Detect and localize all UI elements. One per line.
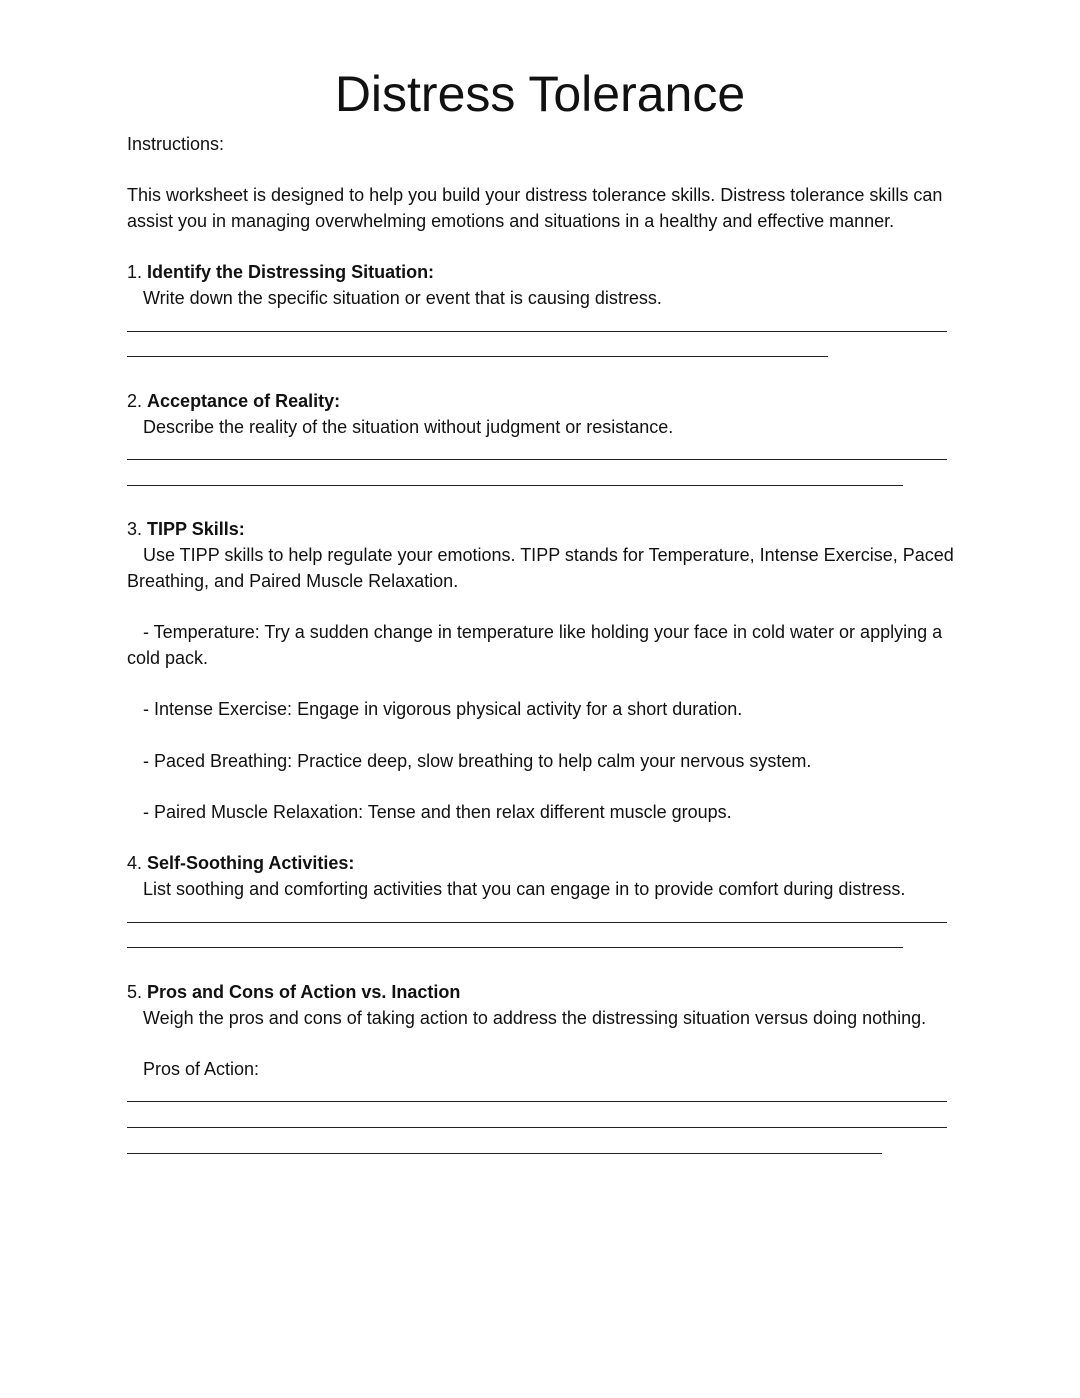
tipp-item-paired-muscle-relaxation: - Paired Muscle Relaxation: Tense and then relax different muscle groups. [143,802,732,823]
page-title: Distress Tolerance [334,66,746,122]
section-number: 4. [127,853,143,874]
answer-line[interactable] [127,1077,947,1103]
answer-line[interactable] [127,897,947,923]
section-number: 2. [127,390,143,411]
worksheet-body [127,132,957,1160]
section-3-heading [127,517,957,543]
answer-line[interactable] [127,434,947,460]
intro-text: This worksheet is designed to help you build your distress tolerance skills. Distress tolerance skills can assist you in managing overwhelming emotions and situations in a healthy and effective manner. [127,185,943,232]
section-number: 1. [127,262,143,283]
pros-of-action-label: Pros of Action: [143,1059,260,1080]
section-3-text: Use TIPP skills to help regulate your emotions. TIPP stands for Temperature, Intense Exercise, Paced Breathing, and Paired Muscle Relaxation. [127,545,954,591]
section-1-text: Write down the specific situation or event that is causing distress. [143,288,662,309]
answer-line[interactable] [127,332,828,358]
section-title: Acceptance of Reality: [147,390,341,411]
answer-line[interactable] [127,460,903,486]
section-5-heading [127,980,957,1006]
section-5-text: Weigh the pros and cons of taking action to address the distressing situation versus doing nothing. [143,1007,927,1028]
section-title: Self-Soothing Activities: [147,853,355,874]
section-title: TIPP Skills: [147,519,245,540]
section-4-text: List soothing and comforting activities that you can engage in to provide comfort during distress. [143,879,906,900]
instructions-label: Instructions: [127,134,225,154]
section-2-heading [127,389,957,415]
tipp-item-temperature: - Temperature: Try a sudden change in temperature like holding your face in cold water or applying a cold pack. [127,622,943,668]
section-title: Identify the Distressing Situation: [147,262,435,283]
section-4-heading [127,851,957,877]
section-1-heading [127,260,957,286]
section-number: 3. [127,519,143,540]
answer-line[interactable] [127,306,947,332]
section-2-text: Describe the reality of the situation without judgment or resistance. [143,416,674,437]
answer-line[interactable] [127,1128,882,1154]
tipp-item-intense-exercise: - Intense Exercise: Engage in vigorous physical activity for a short duration. [143,699,743,720]
tipp-item-paced-breathing: - Paced Breathing: Practice deep, slow breathing to help calm your nervous system. [143,750,812,771]
answer-line[interactable] [127,1102,947,1128]
section-title: Pros and Cons of Action vs. Inaction [147,981,461,1002]
answer-line[interactable] [127,923,903,949]
section-number: 5. [127,981,143,1002]
